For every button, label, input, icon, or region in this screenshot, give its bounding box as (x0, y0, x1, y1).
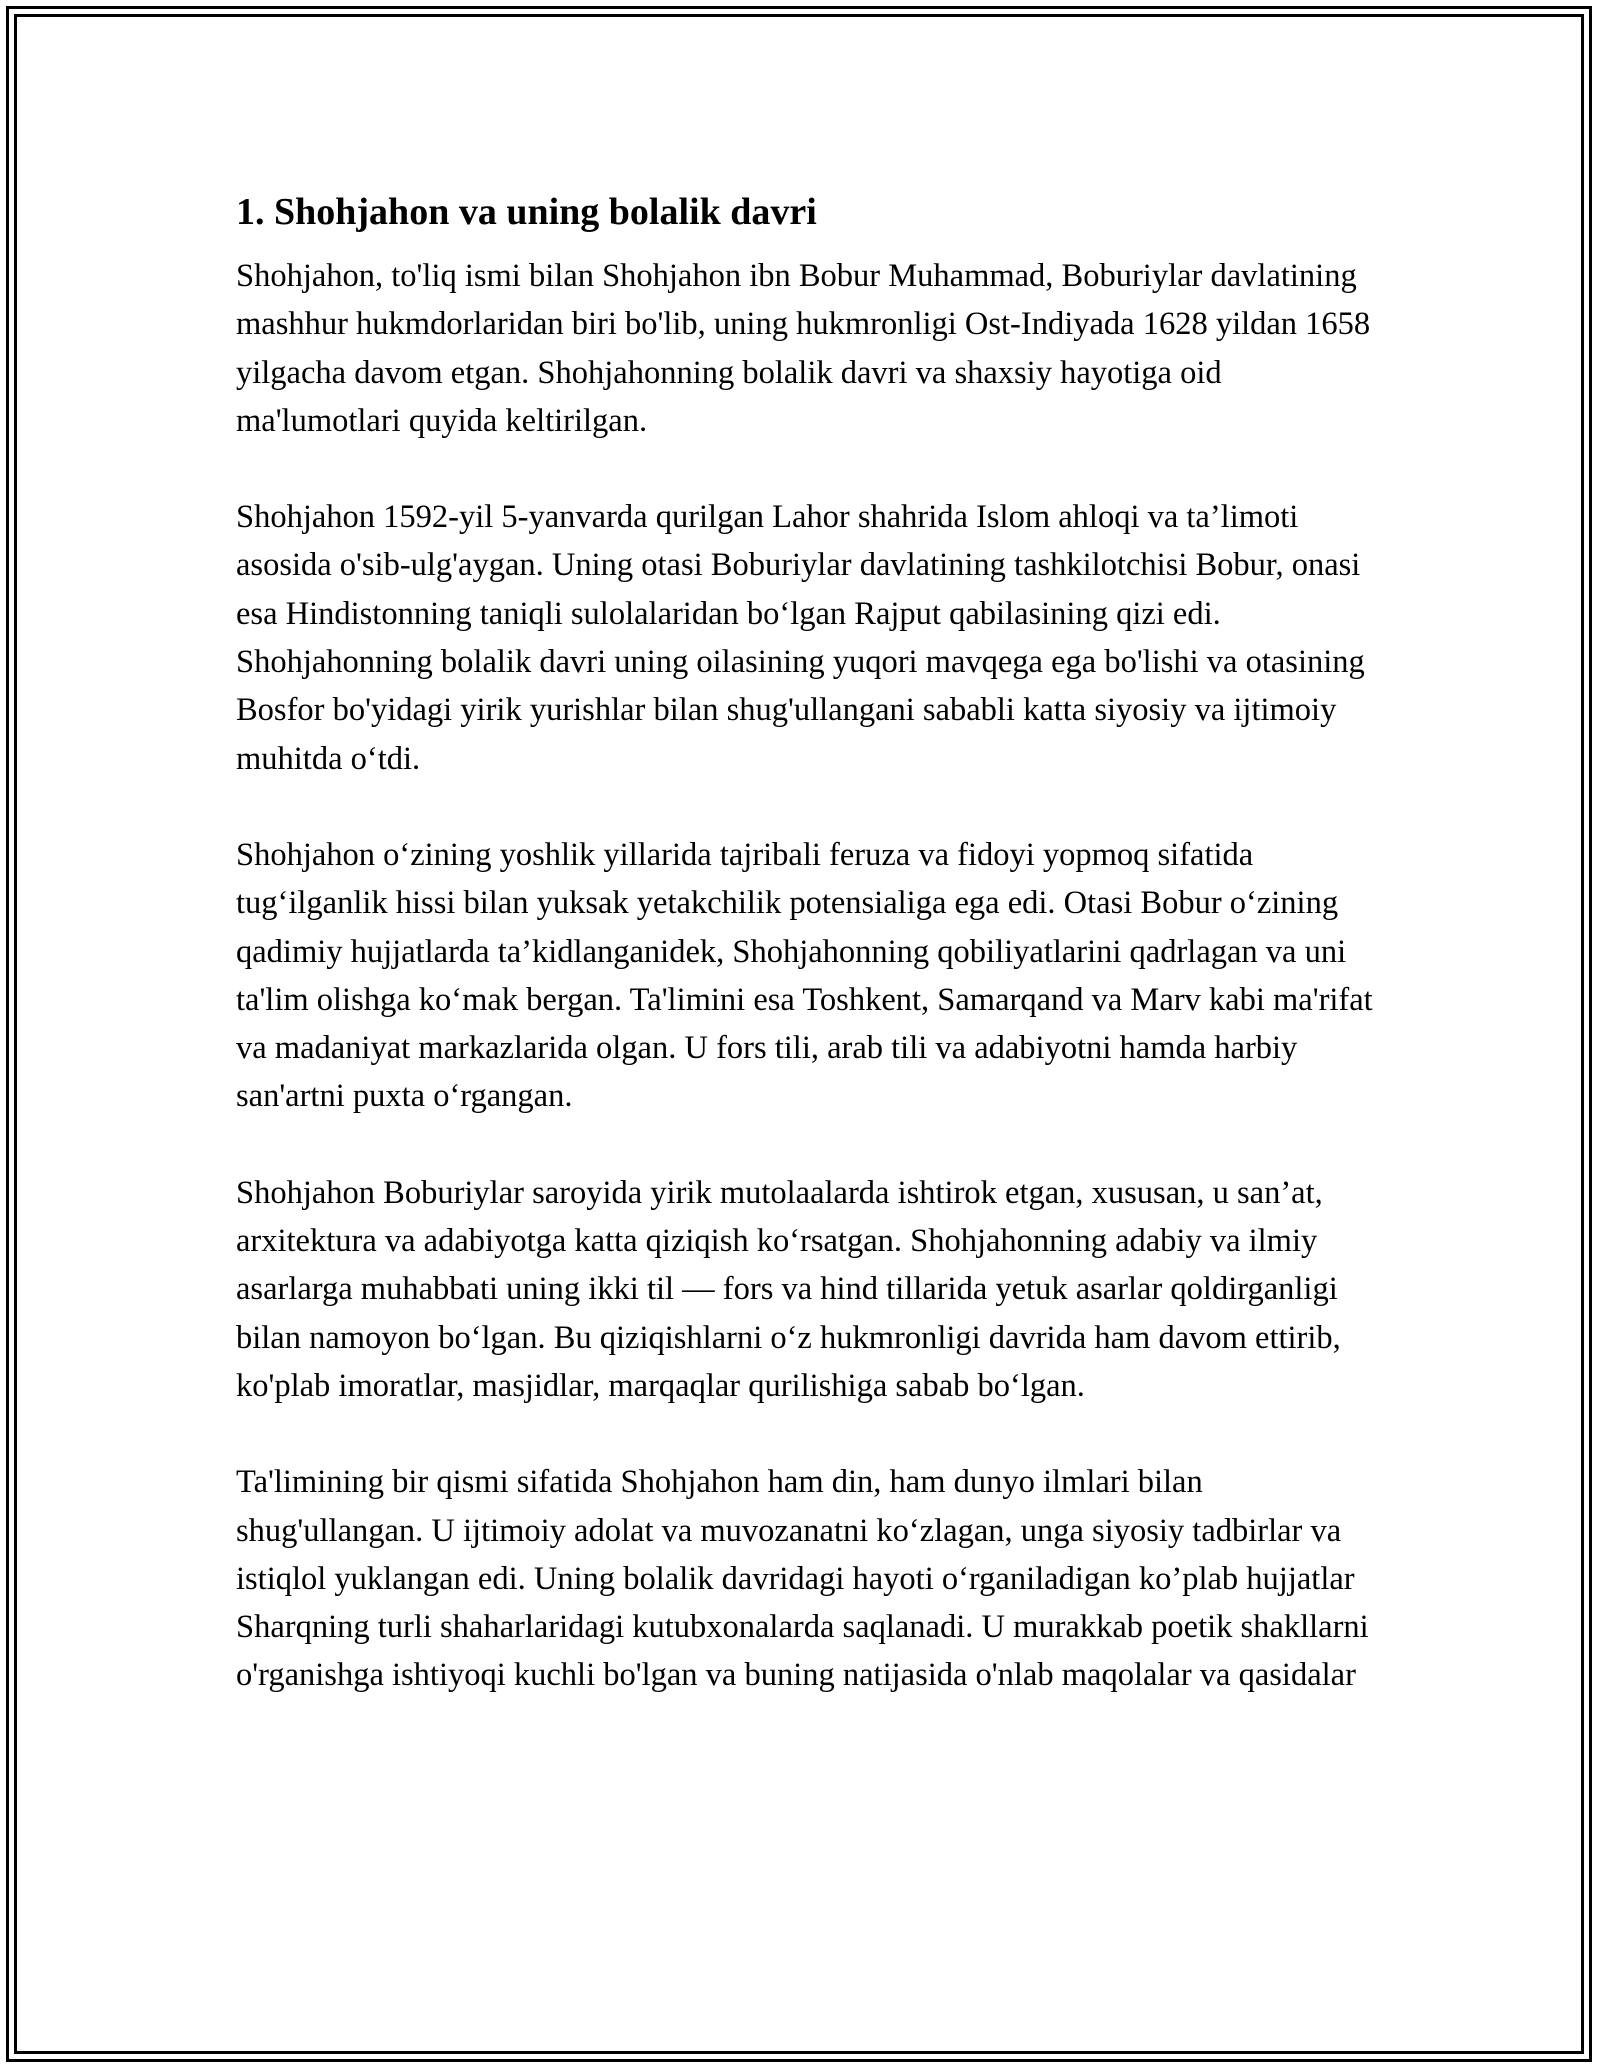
paragraph: Shohjahon o‘zining yoshlik yillarida tajribali feruza va fidoyi yopmoq sifatida tug‘ilganlik hissi bilan yuksak yetakchilik potensialiga ega edi. Otasi Bobur o‘zining qadimiy hujjatlarda ta’kidlanganidek, Shohjahonning qobiliyatlarini qadrlagan va uni ta'lim olishga ko‘mak bergan. Ta'limini esa Toshkent, Samarqand va Marv kabi ma'rifat va madaniyat markazlarida olgan. U fors tili, arab tili va adabiyotni hamda harbiy san'artni puxta o‘rgangan. (236, 836, 1373, 1115)
paragraph: Shohjahon 1592-yil 5-yanvarda qurilgan Lahor shahrida Islom ahloqi va ta’limoti asosida o'sib-ulg'aygan. Uning otasi Boburiylar davlatining tashkilotchisi Bobur, onasi esa Hindistonning taniqli sulolalaridan bo‘lgan Rajput qabilasining qizi edi. Shohjahonning bolalik davri uning oilasining yuqori mavqega ega bo'lishi va otasining Bosfor bo'yidagi yirik yurishlar bilan shug'ullangani sababli katta siyosiy va ijtimoiy muhitda o‘tdi. (236, 499, 1365, 777)
document-body (236, 186, 1376, 1748)
paragraph: Ta'limining bir qismi sifatida Shohjahon ham din, ham dunyo ilmlari bilan shug'ullangan. U ijtimoiy adolat va muvozanatni ko‘zlagan, unga siyosiy tadbirlar va istiqlol yuklangan edi. Uning bolalik davridagi hayoti o‘rganiladigan ko’plab hujjatlar Sharqning turli shaharlaridagi kutubxonalarda saqlanadi. U murakkab poetik shakllarni o'rganishga ishtiyoqi kuchli bo'lgan va buning natijasida o'nlab maqolalar va qasidalar (236, 1464, 1369, 1694)
section-heading: 1. Shohjahon va uning bolalik davri (236, 191, 817, 233)
paragraph: Shohjahon, to'liq ismi bilan Shohjahon ibn Bobur Muhammad, Boburiylar davlatining mashhur hukmdorlaridan biri bo'lib, uning hukmronligi Ost-Indiyada 1628 yildan 1658 yilgacha davom etgan. Shohjahonning bolalik davri va shaxsiy hayotiga oid ma'lumotlari quyida keltirilgan. (236, 258, 1371, 439)
paragraph: Shohjahon Boburiylar saroyida yirik mutolaalarda ishtirok etgan, xususan, u san’at, arxitektura va adabiyotga katta qiziqish ko‘rsatgan. Shohjahonning adabiy va ilmiy asarlarga muhabbati uning ikki til — fors va hind tillarida yetuk asarlar qoldirganligi bilan namoyon bo‘lgan. Bu qiziqishlarni o‘z hukmronligi davrida ham davom ettirib, ko'plab imoratlar, masjidlar, marqaqlar qurilishiga sabab bo‘lgan. (236, 1174, 1341, 1404)
